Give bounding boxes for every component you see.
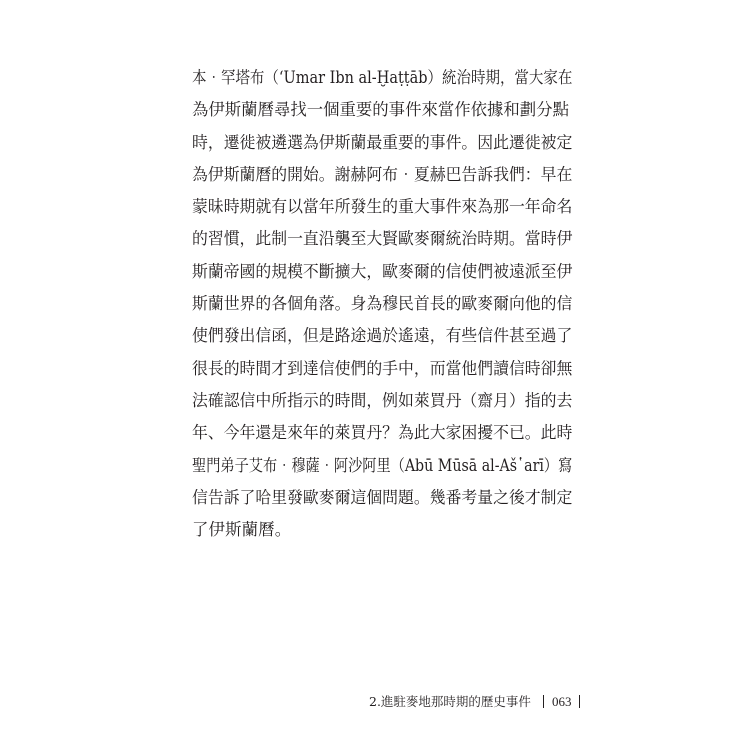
text-line-10: 很長的時間才到達信使們的手中，而當他們讀信時卻無 xyxy=(192,358,573,378)
running-chapter-title: 2.進駐麥地那時期的歷史事件 xyxy=(369,694,531,709)
footer-separator-right xyxy=(579,695,580,708)
text-line-4: 為伊斯蘭曆的開始。謝赫阿布‧夏赫巴告訴我們：早在 xyxy=(192,164,573,184)
text-line-2: 為伊斯蘭曆尋找一個重要的事件來當作依據和劃分點 xyxy=(192,100,569,120)
text-line-12: 年、今年還是來年的萊買丹？為此大家困擾不已。此時 xyxy=(192,423,573,443)
page-footer xyxy=(350,692,580,712)
text-line-5: 蒙昧時期就有以當年所發生的重大事件來為那一年命名 xyxy=(192,197,573,217)
page-number: 063 xyxy=(552,694,572,709)
text-line-13: 聖門弟子艾布‧穆薩‧阿沙阿里（Abū Mūsā al-Aš῾arī）寫 xyxy=(192,455,573,475)
text-line-3: 時，遷徙被遴選為伊斯蘭最重要的事件。因此遷徙被定 xyxy=(192,132,573,152)
text-line-6: 的習慣，此制一直沿襲至大賢歐麥爾統治時期。當時伊 xyxy=(192,229,573,249)
text-line-8: 斯蘭世界的各個角落。身為穆民首長的歐麥爾向他的信 xyxy=(192,294,573,314)
body-text xyxy=(192,62,572,546)
footer-separator-left xyxy=(543,695,544,708)
text-line-11: 法確認信中所指示的時間，例如萊買丹（齋月）指的去 xyxy=(192,390,573,410)
text-line-14: 信告訴了哈里發歐麥爾這個問題。幾番考量之後才制定 xyxy=(192,487,573,507)
text-line-15: 了伊斯蘭曆。 xyxy=(192,520,292,540)
text-line-1: 本‧罕塔布（‘Umar Ibn al-Ḫaṭṭāb）統治時期，當大家在 xyxy=(192,68,573,87)
text-line-9: 使們發出信函，但是路途過於遙遠，有些信件甚至過了 xyxy=(192,326,573,346)
text-line-7: 斯蘭帝國的規模不斷擴大，歐麥爾的信使們被遠派至伊 xyxy=(192,261,573,281)
